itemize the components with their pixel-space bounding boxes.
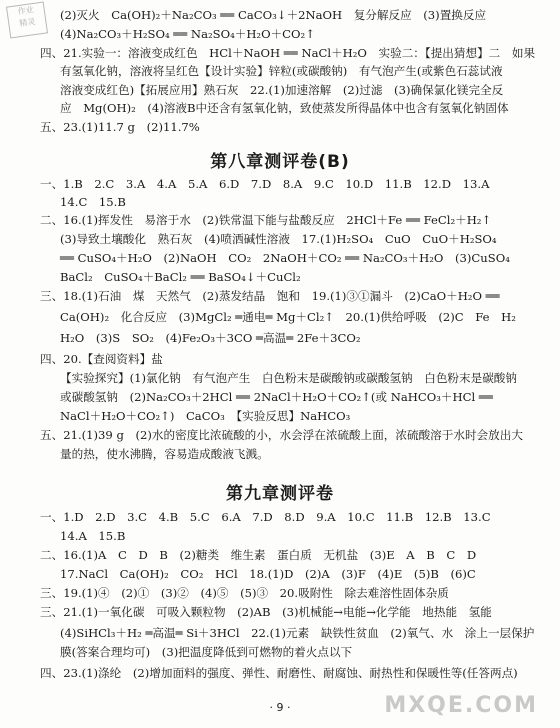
answer-line: 17.NaCl Ca(OH)₂ CO₂ HCl 18.(1)D (2)A (3)F (4)E (5)B (6)C bbox=[60, 567, 476, 581]
answer-line: (4)SiHCl₃＋H₂ ═高温═ Si＋3HCl 22.(1)元素 缺铁性贫血 (2)氧气、水 涂上一层保护 bbox=[60, 626, 535, 640]
chapter-heading: 第八章测评卷(B) bbox=[210, 152, 350, 172]
page-number: · 9 · bbox=[269, 701, 291, 714]
answer-line: 三、21.(1)一氧化碳 可吸入颗粒物 (2)AB (3)机械能→电能→化学能 地热能 氢能 bbox=[40, 605, 492, 619]
answer-line: 二、16.(1)A C D B (2)糖类 维生素 蛋白质 无机盐 (3)E A B C D bbox=[40, 548, 477, 562]
answer-line: Ca(OH)₂ 化合反应 (3)MgCl₂ ═通电═ Mg＋Cl₂↑ 20.(1)供给呼吸 (2)C Fe H₂ bbox=[60, 310, 516, 324]
answer-line: 量的热，使水沸腾，容易造成酸液飞溅。 bbox=[60, 447, 269, 461]
answer-line: (3)导致土壤酸化 熟石灰 (4)喷洒碱性溶液 17.(1)H₂SO₄ CuO CuO＋H₂SO₄ bbox=[60, 232, 497, 246]
answer-line: 三、19.(1)④ (2)① (3)② (4)⑤ (5)③ 20.吸附性 除去难溶性固体杂质 bbox=[40, 586, 449, 600]
answer-line: BaCl₂ CuSO₄＋BaCl₂ ══ BaSO₄↓＋CuCl₂ bbox=[60, 270, 301, 284]
watermark-logo: MXQE.COM bbox=[384, 693, 538, 718]
answer-line: (4)Na₂CO₃＋H₂SO₄ ══ Na₂SO₄＋H₂O＋CO₂↑ bbox=[60, 27, 315, 41]
answer-line: 五、21.(1)39 g (2)水的密度比浓硫酸的小，水会浮在浓硫酸上面，浓硫酸溶于水时会放出大 bbox=[40, 428, 523, 442]
answer-line: (2)灭火 Ca(OH)₂＋Na₂CO₃ ══ CaCO₃↓＋2NaOH 复分解反应 (3)置换反应 bbox=[60, 8, 487, 22]
answer-line: 一、1.B 2.C 3.A 4.A 5.A 6.D 7.D 8.A 9.C 10.D 11.B 12.D 13.A bbox=[40, 177, 490, 191]
answer-line: 有氢氧化钠，溶液将呈红色【设计实验】锌粒(或碳酸钠) 有气泡产生(或紫色石蕊试液 bbox=[60, 64, 503, 78]
answer-line: 五、23.(1)11.7 g (2)11.7% bbox=[40, 120, 200, 134]
chapter-heading: 第九章测评卷 bbox=[226, 484, 334, 504]
corner-stamp-logo: 作业 精灵 bbox=[6, 2, 48, 39]
answer-line: 四、20.【查阅资料】盐 bbox=[40, 352, 163, 366]
answer-line: 14.A 15.B bbox=[60, 529, 126, 543]
answer-line: ══ CuSO₄＋H₂O (2)NaOH CO₂ 2NaOH＋CO₂ ══ Na₂CO₃＋H₂O (3)CuSO₄ bbox=[60, 251, 510, 265]
answer-line: 14.C 15.B bbox=[60, 195, 126, 209]
answer-line: NaCl＋H₂O＋CO₂↑) CaCO₃ 【实验反思】NaHCO₃ bbox=[60, 409, 351, 423]
answer-line: 膜(答案合理均可) (3)把温度降低到可燃物的着火点以下 bbox=[60, 645, 353, 659]
answer-line: 【实验探究】(1)氯化钠 有气泡产生 白色粉末是碳酸钠或碳酸氢钠 白色粉末是碳酸钠 bbox=[60, 371, 517, 385]
answer-line: 一、1.D 2.D 3.C 4.B 5.C 6.A 7.D 8.D 9.A 10.C 11.B 12.B 13.C bbox=[40, 510, 491, 524]
answer-line: 四、23.(1)涤纶 (2)增加面料的强度、弹性、耐磨性、耐腐蚀、耐热性和保暖性等(任答两点) bbox=[40, 666, 518, 680]
answer-line: H₂O (3)S SO₂ (4)Fe₂O₃＋3CO ═高温═ 2Fe＋3CO₂ bbox=[60, 331, 361, 345]
answer-line: 或碳酸氢钠 (2)Na₂CO₃＋2HCl ══ 2NaCl＋H₂O＋CO₂↑(或 NaHCO₃＋HCl ══ bbox=[60, 390, 493, 404]
answer-line: 四、21.实验一：溶液变成红色 HCl＋NaOH ══ NaCl＋H₂O 实验二：【提出猜想】二 如果 bbox=[40, 46, 536, 60]
answer-line: 三、18.(1)石油 煤 天然气 (2)蒸发结晶 饱和 19.(1)③①漏斗 (2)CaO＋H₂O ══ bbox=[40, 289, 500, 303]
answer-line: 二、16.(1)挥发性 易溶于水 (2)铁常温下能与盐酸反应 2HCl＋Fe ══ FeCl₂＋H₂↑ bbox=[40, 213, 492, 227]
answer-line: 应 Mg(OH)₂ (4)溶液B中还含有氢氧化钠，致使蒸发所得晶体中也含有氢氧化钠固体 bbox=[60, 101, 509, 115]
answer-line: 溶液变成红色)【拓展应用】熟石灰 22.(1)加速溶解 (2)过滤 (3)确保氯化镁完全反 bbox=[60, 83, 504, 97]
